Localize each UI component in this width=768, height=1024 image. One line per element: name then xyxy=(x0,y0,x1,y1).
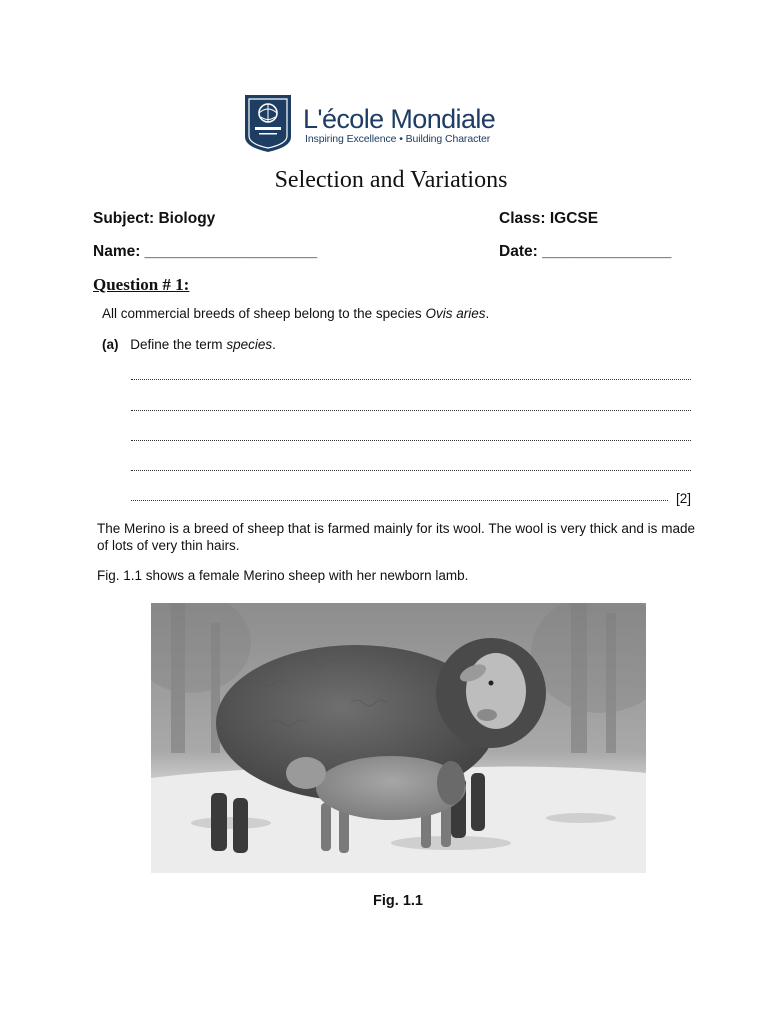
answer-line[interactable] xyxy=(131,408,691,411)
species-name: Ovis aries xyxy=(425,306,486,321)
marks-label: [2] xyxy=(676,491,692,506)
school-logo xyxy=(241,89,501,153)
date-field[interactable]: Date: _______________ xyxy=(499,243,672,260)
shield-logo-icon xyxy=(241,89,295,153)
intro-end: . xyxy=(485,306,490,321)
answer-line[interactable] xyxy=(131,468,691,471)
part-a-text: Define the term xyxy=(130,337,227,352)
merino-sheep-photo xyxy=(151,603,646,873)
logo-tagline: Inspiring Excellence • Building Character xyxy=(305,133,491,145)
answer-line[interactable] xyxy=(131,438,691,441)
name-field[interactable]: Name: ____________________ xyxy=(93,243,318,260)
merino-paragraph: The Merino is a breed of sheep that is farmed mainly for its wool. The wool is very thick and is made of lots of very thin hairs. xyxy=(97,521,695,553)
question-heading: Question # 1: xyxy=(93,275,190,294)
part-a-term: species xyxy=(226,337,273,352)
figure-caption: Fig. 1.1 xyxy=(373,893,423,909)
figure-intro: Fig. 1.1 shows a female Merino sheep with her newborn lamb. xyxy=(97,568,469,583)
logo-school-name: L'école Mondiale xyxy=(303,104,496,134)
answer-line[interactable] xyxy=(131,377,691,380)
part-a-label: (a) xyxy=(102,337,119,352)
part-a-end: . xyxy=(272,337,276,352)
part-a xyxy=(102,337,276,352)
class-label: Class: IGCSE xyxy=(499,210,599,227)
question-intro xyxy=(102,306,489,321)
page-title: Selection and Variations xyxy=(274,167,508,193)
answer-line[interactable] xyxy=(131,498,668,501)
subject-label: Subject: Biology xyxy=(93,210,216,227)
intro-text: All commercial breeds of sheep belong to the species xyxy=(102,306,426,321)
